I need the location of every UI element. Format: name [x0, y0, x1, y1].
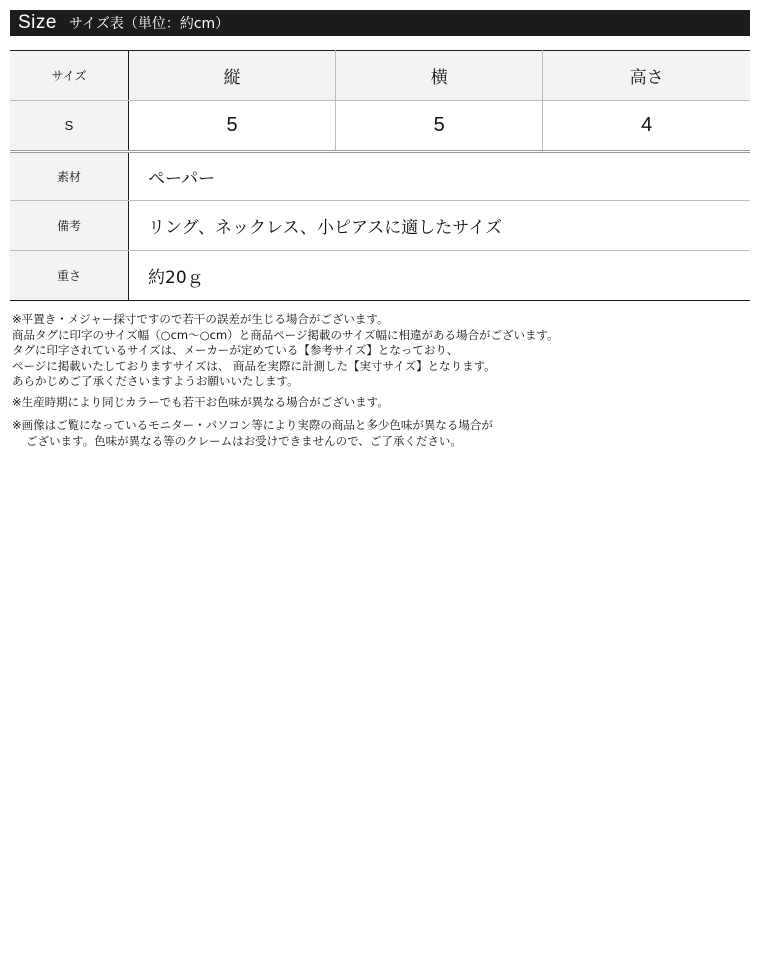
product-info-table	[10, 153, 750, 301]
weight-label: 重さ	[10, 251, 129, 301]
table-row	[10, 201, 750, 251]
remarks-value: リング、ネックレス、小ピアスに適したサイズ	[129, 201, 751, 251]
cell-width-value: 5	[336, 101, 543, 151]
note-color-production: ※生産時期により同じカラーでも若干お色味が異なる場合がございます。	[12, 394, 389, 409]
header-subtitle: サイズ表（単位：約cm）	[68, 16, 230, 32]
table-row	[10, 251, 750, 301]
header-size-title: Size	[18, 12, 57, 33]
column-header-height: 縦	[129, 51, 336, 101]
note-monitor-2: ございます。色味が異なる等のクレームはお受けできませんので、ご了承ください。	[26, 433, 462, 448]
weight-value: 約20ｇ	[129, 251, 751, 301]
table-row	[10, 153, 750, 201]
column-header-width: 横	[336, 51, 543, 101]
note-tag-size-2: タグに印字されているサイズは、メーカーが定めている【参考サイズ】となっており、	[12, 343, 459, 357]
table-row	[10, 101, 750, 151]
column-header-depth: 高さ	[543, 51, 750, 101]
size-table	[10, 50, 750, 150]
note-tag-size-1: 商品タグに印字のサイズ幅（○cm〜○cm）と商品ページ掲載のサイズ幅に相違がある場合がございます。	[12, 327, 559, 342]
note-measurement: ※平置き・メジャー採寸ですので若干の誤差が生じる場合がございます。	[12, 312, 389, 326]
note-tag-size-3: ページに掲載いたしておりますサイズは、 商品を実際に計測した【実寸サイズ】となります。	[12, 358, 496, 373]
size-chart-header	[10, 10, 750, 36]
size-table-header-row	[10, 51, 750, 101]
material-value: ペーパー	[129, 153, 751, 201]
remarks-label: 備考	[10, 201, 129, 251]
notes-section	[12, 312, 752, 449]
note-tag-size-4: あらかじめご了承くださいますようお願いいたします。	[12, 374, 299, 388]
cell-height-value: 5	[129, 101, 336, 151]
material-label: 素材	[10, 153, 129, 201]
row-size-s: S	[10, 101, 129, 151]
note-monitor-1: ※画像はご覧になっているモニター・パソコン等により実際の商品と多少色味が異なる場合が	[12, 418, 493, 432]
column-header-size: サイズ	[10, 51, 129, 101]
cell-depth-value: 4	[641, 114, 653, 136]
